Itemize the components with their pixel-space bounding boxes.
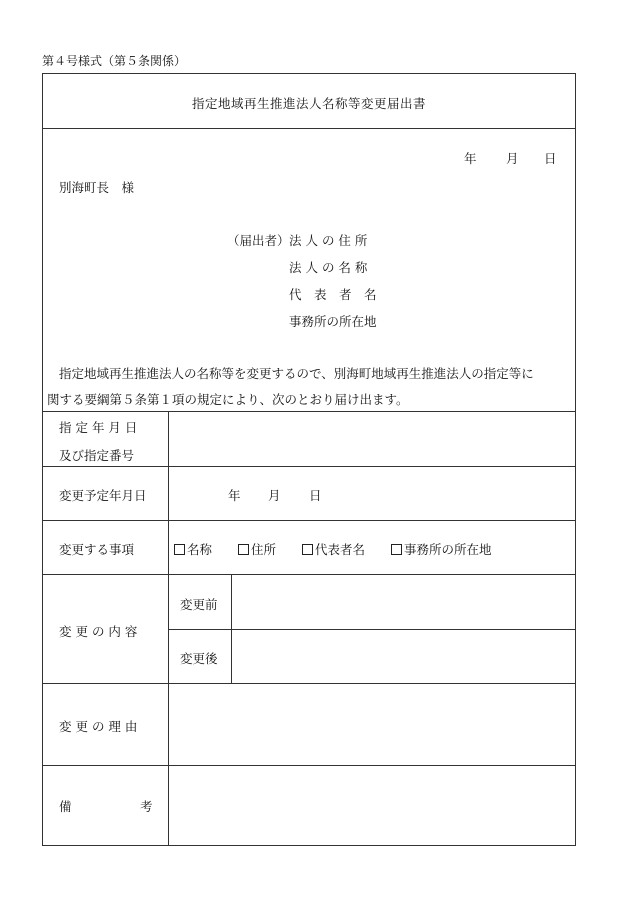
date-day: 日 <box>544 151 557 166</box>
option-office-location[interactable]: 事務所の所在地 <box>391 540 492 558</box>
option-name[interactable]: 名称 <box>174 540 212 558</box>
form-frame <box>42 73 576 846</box>
checkbox[interactable] <box>174 544 185 555</box>
after-change-label: 変更後 <box>180 651 218 666</box>
scheduled-month: 月 <box>268 488 281 503</box>
change-reason-field[interactable] <box>170 685 574 763</box>
applicant-address-label: 法 人 の 住 所 <box>289 233 368 248</box>
option-address[interactable]: 住所 <box>238 540 276 558</box>
scheduled-day: 日 <box>309 488 322 503</box>
body-text-line1: 指定地域再生推進法人の名称等を変更するので、別海町地域再生推進法人の指定等に <box>59 366 534 381</box>
checkbox[interactable] <box>238 544 249 555</box>
date-month: 月 <box>506 151 519 166</box>
body-text-line2: 関する要綱第５条第１項の規定により、次のとおり届け出ます。 <box>47 392 409 407</box>
date-year: 年 <box>464 151 477 166</box>
checkbox[interactable] <box>391 544 402 555</box>
divider <box>43 574 575 575</box>
column-divider <box>231 574 232 683</box>
after-change-field[interactable] <box>233 631 574 681</box>
change-content-label: 変 更 の 内 容 <box>59 624 138 639</box>
divider <box>43 466 575 467</box>
divider <box>168 629 575 630</box>
scheduled-year: 年 <box>228 488 241 503</box>
remarks-field[interactable] <box>170 767 574 845</box>
divider <box>43 683 575 684</box>
designation-date-label-line1: 指 定 年 月 日 <box>59 420 138 435</box>
divider <box>43 128 575 129</box>
addressee: 別海町長 様 <box>59 180 135 195</box>
applicant-office-label: 事務所の所在地 <box>289 314 377 329</box>
before-change-field[interactable] <box>233 576 574 627</box>
applicant-name-label: 法 人 の 名 称 <box>289 260 368 275</box>
column-divider <box>168 411 169 845</box>
designation-date-field[interactable] <box>170 413 574 464</box>
form-number: 第４号様式（第５条関係） <box>42 54 187 68</box>
applicant-prefix: （届出者） <box>227 233 290 248</box>
remarks-label-left: 備 <box>59 799 72 814</box>
checkbox[interactable] <box>302 544 313 555</box>
applicant-representative-label: 代 表 者 名 <box>289 287 377 302</box>
designation-date-label-line2: 及び指定番号 <box>59 448 135 463</box>
divider <box>43 411 575 412</box>
scheduled-change-date-label: 変更予定年月日 <box>59 488 147 503</box>
remarks-label-right: 考 <box>140 799 153 814</box>
divider <box>43 520 575 521</box>
form-title: 指定地域再生推進法人名称等変更届出書 <box>191 96 426 111</box>
option-representative[interactable]: 代表者名 <box>302 540 365 558</box>
change-items-options <box>174 540 492 558</box>
change-items-label: 変更する事項 <box>59 542 135 557</box>
change-reason-label: 変 更 の 理 由 <box>59 719 138 734</box>
before-change-label: 変更前 <box>180 597 218 612</box>
divider <box>43 765 575 766</box>
